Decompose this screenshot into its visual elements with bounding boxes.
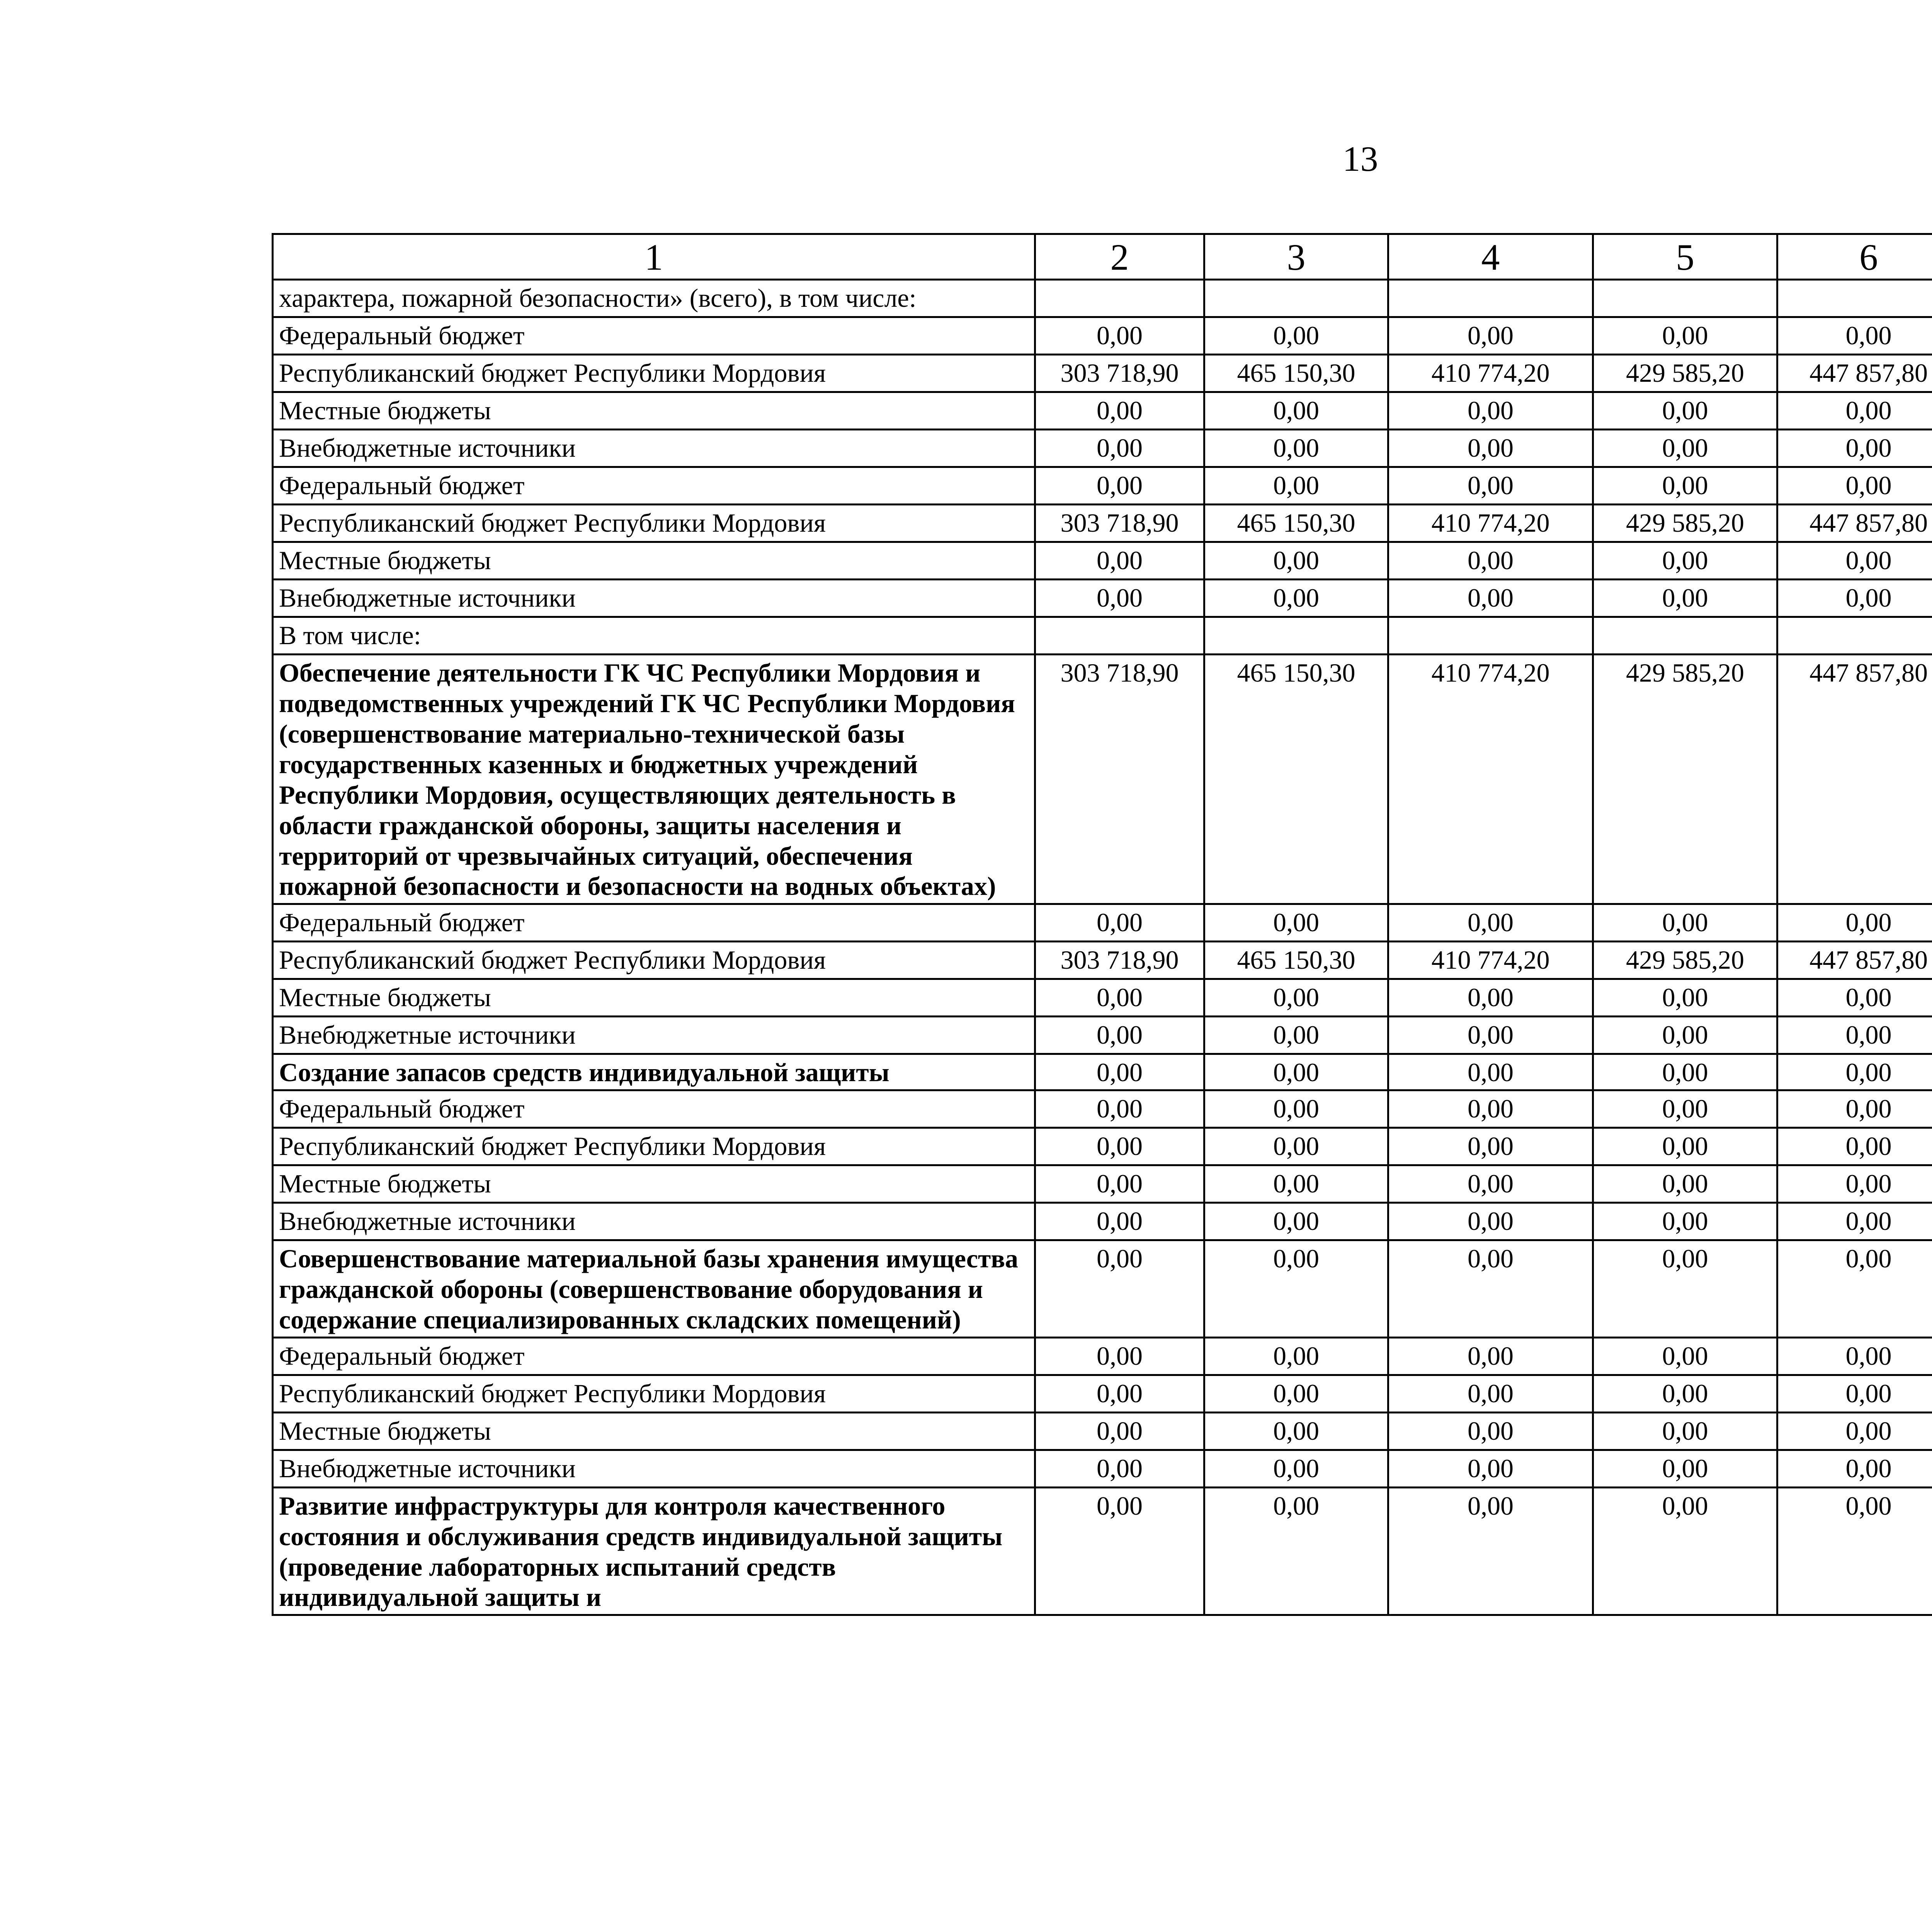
value-cell: 0,00 <box>1035 430 1204 467</box>
value-cell: 0,00 <box>1777 430 1932 467</box>
table-row <box>273 1128 1932 1165</box>
value-cell: 0,00 <box>1035 1375 1204 1412</box>
value-cell: 303 718,90 <box>1035 355 1204 392</box>
value-cell: 0,00 <box>1035 317 1204 355</box>
value-cell <box>1593 617 1777 655</box>
row-label: Развитие инфраструктуры для контроля качественного состояния и обслуживания средств индивидуальной защиты (проведение лабораторных испытаний средств индивидуальной защиты и <box>273 1487 1035 1615</box>
table-row <box>273 1017 1932 1054</box>
value-cell: 0,00 <box>1204 392 1388 430</box>
value-cell: 0,00 <box>1204 1240 1388 1338</box>
value-cell: 0,00 <box>1388 1017 1593 1054</box>
value-cell: 447 857,80 <box>1777 655 1932 904</box>
value-cell: 0,00 <box>1777 1128 1932 1165</box>
column-header-6: 6 <box>1777 234 1932 280</box>
row-label: Создание запасов средств индивидуальной защиты <box>273 1054 1035 1090</box>
value-cell: 0,00 <box>1035 1412 1204 1450</box>
value-cell: 0,00 <box>1204 430 1388 467</box>
value-cell: 0,00 <box>1593 1203 1777 1240</box>
value-cell: 0,00 <box>1035 1128 1204 1165</box>
column-header-5: 5 <box>1593 234 1777 280</box>
value-cell: 0,00 <box>1593 467 1777 505</box>
row-label: Местные бюджеты <box>273 979 1035 1017</box>
column-header-3: 3 <box>1204 234 1388 280</box>
table-row <box>273 580 1932 617</box>
budget-table <box>272 233 1932 1616</box>
value-cell: 0,00 <box>1388 1337 1593 1375</box>
table-row <box>273 1240 1932 1338</box>
value-cell: 0,00 <box>1035 1337 1204 1375</box>
value-cell: 0,00 <box>1035 1240 1204 1338</box>
value-cell <box>1777 280 1932 317</box>
value-cell: 0,00 <box>1593 1090 1777 1128</box>
value-cell: 0,00 <box>1777 1487 1932 1615</box>
row-label: Местные бюджеты <box>273 392 1035 430</box>
value-cell: 0,00 <box>1204 1375 1388 1412</box>
table-row <box>273 1412 1932 1450</box>
value-cell: 0,00 <box>1035 580 1204 617</box>
table-row <box>273 655 1932 904</box>
value-cell: 0,00 <box>1593 1240 1777 1338</box>
value-cell: 410 774,20 <box>1388 655 1593 904</box>
value-cell: 0,00 <box>1593 979 1777 1017</box>
table-row <box>273 942 1932 979</box>
value-cell: 0,00 <box>1777 1054 1932 1090</box>
value-cell: 303 718,90 <box>1035 505 1204 542</box>
table-row <box>273 1450 1932 1487</box>
value-cell: 0,00 <box>1593 317 1777 355</box>
value-cell: 0,00 <box>1035 1450 1204 1487</box>
value-cell: 0,00 <box>1204 1337 1388 1375</box>
value-cell: 465 150,30 <box>1204 655 1388 904</box>
value-cell: 0,00 <box>1593 1017 1777 1054</box>
value-cell: 0,00 <box>1204 467 1388 505</box>
value-cell: 465 150,30 <box>1204 505 1388 542</box>
value-cell <box>1388 617 1593 655</box>
value-cell: 0,00 <box>1388 430 1593 467</box>
value-cell: 0,00 <box>1204 1128 1388 1165</box>
value-cell: 0,00 <box>1035 1203 1204 1240</box>
row-label: Совершенствование материальной базы хранения имущества гражданской обороны (совершенствование оборудования и содержание специализированных складских помещений) <box>273 1240 1035 1338</box>
value-cell: 429 585,20 <box>1593 655 1777 904</box>
table-row <box>273 317 1932 355</box>
value-cell: 0,00 <box>1204 580 1388 617</box>
table-row <box>273 430 1932 467</box>
column-header-4: 4 <box>1388 234 1593 280</box>
value-cell <box>1777 617 1932 655</box>
table-row <box>273 617 1932 655</box>
value-cell: 429 585,20 <box>1593 942 1777 979</box>
table-row <box>273 1090 1932 1128</box>
value-cell: 0,00 <box>1777 542 1932 580</box>
value-cell: 0,00 <box>1777 1337 1932 1375</box>
value-cell: 0,00 <box>1593 1412 1777 1450</box>
value-cell: 0,00 <box>1777 1090 1932 1128</box>
value-cell: 0,00 <box>1777 580 1932 617</box>
value-cell: 0,00 <box>1593 1450 1777 1487</box>
value-cell: 0,00 <box>1388 1090 1593 1128</box>
value-cell: 0,00 <box>1204 1090 1388 1128</box>
value-cell <box>1035 617 1204 655</box>
column-header-2: 2 <box>1035 234 1204 280</box>
value-cell: 0,00 <box>1777 1412 1932 1450</box>
row-label: Республиканский бюджет Республики Мордовия <box>273 355 1035 392</box>
table-row <box>273 355 1932 392</box>
value-cell: 0,00 <box>1204 979 1388 1017</box>
value-cell: 0,00 <box>1777 317 1932 355</box>
table-row <box>273 1165 1932 1203</box>
value-cell: 0,00 <box>1204 904 1388 942</box>
value-cell: 303 718,90 <box>1035 942 1204 979</box>
table-row <box>273 392 1932 430</box>
table-row <box>273 542 1932 580</box>
value-cell: 429 585,20 <box>1593 505 1777 542</box>
value-cell: 447 857,80 <box>1777 505 1932 542</box>
value-cell: 0,00 <box>1593 1165 1777 1203</box>
row-label: Республиканский бюджет Республики Мордовия <box>273 1375 1035 1412</box>
value-cell: 465 150,30 <box>1204 355 1388 392</box>
value-cell: 447 857,80 <box>1777 355 1932 392</box>
row-label: Республиканский бюджет Республики Мордовия <box>273 942 1035 979</box>
value-cell: 429 585,20 <box>1593 355 1777 392</box>
value-cell: 0,00 <box>1388 580 1593 617</box>
value-cell: 0,00 <box>1593 430 1777 467</box>
value-cell: 0,00 <box>1777 392 1932 430</box>
row-label: Внебюджетные источники <box>273 430 1035 467</box>
value-cell: 0,00 <box>1388 1450 1593 1487</box>
value-cell: 0,00 <box>1204 1450 1388 1487</box>
value-cell: 0,00 <box>1593 542 1777 580</box>
value-cell: 0,00 <box>1388 1054 1593 1090</box>
value-cell: 0,00 <box>1035 1017 1204 1054</box>
value-cell: 0,00 <box>1388 1165 1593 1203</box>
value-cell: 0,00 <box>1777 1017 1932 1054</box>
row-label: Местные бюджеты <box>273 1165 1035 1203</box>
row-label: Местные бюджеты <box>273 542 1035 580</box>
value-cell: 0,00 <box>1035 467 1204 505</box>
row-label: характера, пожарной безопасности» (всего), в том числе: <box>273 280 1035 317</box>
value-cell: 0,00 <box>1388 1412 1593 1450</box>
value-cell: 0,00 <box>1388 1487 1593 1615</box>
value-cell: 0,00 <box>1593 1487 1777 1615</box>
value-cell: 0,00 <box>1388 392 1593 430</box>
value-cell: 0,00 <box>1777 1165 1932 1203</box>
value-cell <box>1035 280 1204 317</box>
value-cell: 0,00 <box>1593 1375 1777 1412</box>
row-label: Федеральный бюджет <box>273 467 1035 505</box>
value-cell: 0,00 <box>1204 1017 1388 1054</box>
value-cell: 0,00 <box>1388 1128 1593 1165</box>
value-cell: 0,00 <box>1593 392 1777 430</box>
value-cell: 0,00 <box>1777 1240 1932 1338</box>
table-row <box>273 505 1932 542</box>
value-cell: 0,00 <box>1388 542 1593 580</box>
table-row <box>273 1337 1932 1375</box>
value-cell: 0,00 <box>1593 580 1777 617</box>
value-cell: 0,00 <box>1204 1165 1388 1203</box>
value-cell: 0,00 <box>1777 467 1932 505</box>
row-label: В том числе: <box>273 617 1035 655</box>
row-label: Республиканский бюджет Республики Мордовия <box>273 1128 1035 1165</box>
row-label: Федеральный бюджет <box>273 1337 1035 1375</box>
value-cell: 0,00 <box>1777 1375 1932 1412</box>
value-cell: 0,00 <box>1035 542 1204 580</box>
value-cell: 0,00 <box>1777 1450 1932 1487</box>
value-cell: 0,00 <box>1035 392 1204 430</box>
value-cell: 447 857,80 <box>1777 942 1932 979</box>
value-cell: 0,00 <box>1204 1412 1388 1450</box>
value-cell <box>1388 280 1593 317</box>
table-body <box>273 234 1932 1615</box>
value-cell: 0,00 <box>1388 979 1593 1017</box>
value-cell <box>1593 280 1777 317</box>
value-cell: 0,00 <box>1388 467 1593 505</box>
value-cell: 0,00 <box>1204 1203 1388 1240</box>
value-cell: 465 150,30 <box>1204 942 1388 979</box>
value-cell: 410 774,20 <box>1388 942 1593 979</box>
value-cell <box>1204 617 1388 655</box>
row-label: Обеспечение деятельности ГК ЧС Республики Мордовия и подведомственных учреждений ГК ЧС Республики Мордовия (совершенствование материально-технической базы государственных казенных и бюджетных учреждений Республики Мордовия, осуществляющих деятельность в области гражданской обороны, защиты населения и территорий от чрезвычайных ситуаций, обеспечения пожарной безопасности и безопасности на водных объектах) <box>273 655 1035 904</box>
value-cell: 0,00 <box>1204 1487 1388 1615</box>
value-cell: 0,00 <box>1035 1165 1204 1203</box>
value-cell: 410 774,20 <box>1388 355 1593 392</box>
value-cell: 0,00 <box>1777 904 1932 942</box>
value-cell: 410 774,20 <box>1388 505 1593 542</box>
value-cell: 0,00 <box>1035 979 1204 1017</box>
value-cell: 0,00 <box>1388 1240 1593 1338</box>
row-label: Федеральный бюджет <box>273 904 1035 942</box>
value-cell: 0,00 <box>1035 1054 1204 1090</box>
table-row <box>273 1203 1932 1240</box>
table-row <box>273 979 1932 1017</box>
value-cell: 0,00 <box>1777 1203 1932 1240</box>
value-cell: 0,00 <box>1388 1203 1593 1240</box>
row-label: Республиканский бюджет Республики Мордовия <box>273 505 1035 542</box>
value-cell: 0,00 <box>1593 1337 1777 1375</box>
value-cell: 0,00 <box>1035 904 1204 942</box>
value-cell: 0,00 <box>1388 317 1593 355</box>
value-cell: 0,00 <box>1035 1487 1204 1615</box>
value-cell: 303 718,90 <box>1035 655 1204 904</box>
value-cell: 0,00 <box>1593 904 1777 942</box>
value-cell: 0,00 <box>1388 1375 1593 1412</box>
value-cell: 0,00 <box>1035 1090 1204 1128</box>
value-cell: 0,00 <box>1388 904 1593 942</box>
row-label: Федеральный бюджет <box>273 1090 1035 1128</box>
table-row <box>273 467 1932 505</box>
value-cell: 0,00 <box>1204 542 1388 580</box>
page-number: 13 <box>1342 139 1378 179</box>
value-cell: 0,00 <box>1777 979 1932 1017</box>
row-label: Федеральный бюджет <box>273 317 1035 355</box>
column-header-1: 1 <box>273 234 1035 280</box>
value-cell <box>1204 280 1388 317</box>
value-cell: 0,00 <box>1204 1054 1388 1090</box>
row-label: Внебюджетные источники <box>273 1203 1035 1240</box>
table-row <box>273 1487 1932 1615</box>
table-row <box>273 1054 1932 1090</box>
row-label: Местные бюджеты <box>273 1412 1035 1450</box>
value-cell: 0,00 <box>1593 1128 1777 1165</box>
table-row <box>273 280 1932 317</box>
row-label: Внебюджетные источники <box>273 1017 1035 1054</box>
table-header-row <box>273 234 1932 280</box>
value-cell: 0,00 <box>1204 317 1388 355</box>
table-row <box>273 1375 1932 1412</box>
value-cell: 0,00 <box>1593 1054 1777 1090</box>
row-label: Внебюджетные источники <box>273 1450 1035 1487</box>
row-label: Внебюджетные источники <box>273 580 1035 617</box>
table-row <box>273 904 1932 942</box>
